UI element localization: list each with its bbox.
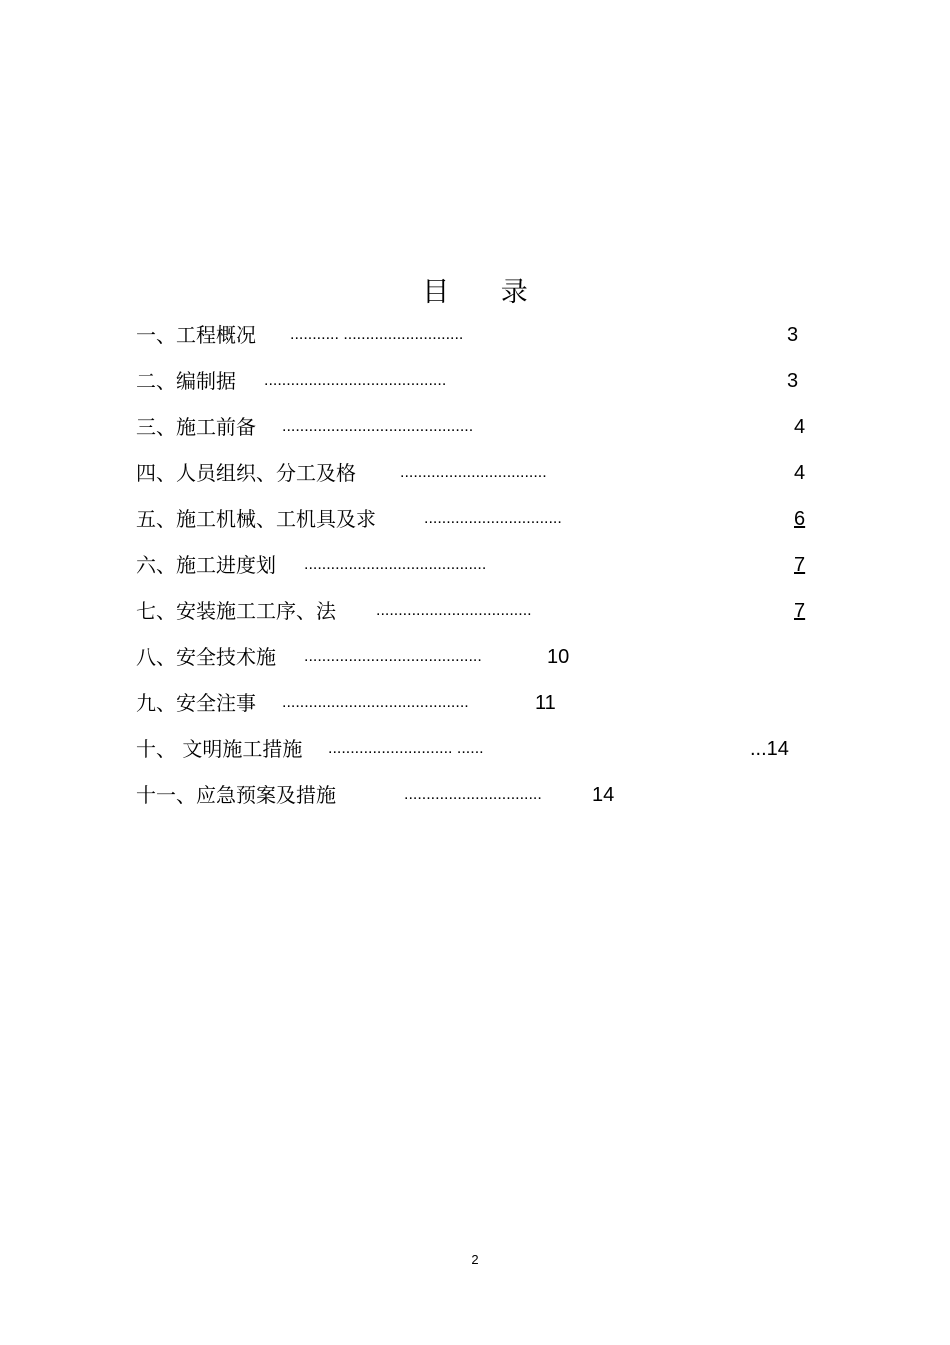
toc-entry-leader: ............................ ...... — [328, 740, 484, 757]
toc-entry-page: 4 — [794, 416, 806, 438]
toc-entry[interactable] — [0, 550, 950, 580]
toc-entry-page: 11 — [535, 692, 556, 714]
toc-entry-label: 八、安全技术施 — [136, 645, 276, 669]
toc-title: 目 录 — [422, 277, 528, 308]
toc-entry[interactable] — [0, 688, 950, 718]
toc-entry-label: 十、 文明施工措施 — [136, 737, 303, 761]
toc-entry-page: 14 — [592, 784, 615, 806]
toc-entry-leader: ............................... — [404, 786, 542, 803]
toc-entry-leader: ........................................ — [304, 648, 482, 665]
toc-entry-label: 四、人员组织、分工及格 — [136, 461, 356, 485]
toc-entry[interactable] — [0, 642, 950, 672]
toc-entry-page: 7 — [794, 600, 806, 622]
toc-entry[interactable] — [0, 458, 950, 488]
toc-entry[interactable] — [0, 734, 950, 764]
toc-entry-leader: ................................. — [400, 464, 547, 481]
toc-entry-label: 三、施工前备 — [136, 415, 256, 439]
toc-entry-label: 二、编制据 — [136, 369, 236, 393]
toc-entry[interactable] — [0, 596, 950, 626]
toc-entry-page: 10 — [547, 646, 570, 668]
toc-entry-label: 五、施工机械、工机具及求 — [136, 507, 376, 531]
toc-entry-leader: ........... ........................... — [290, 326, 464, 343]
toc-entry-leader: ................................... — [376, 602, 532, 619]
toc-entry-page: 3 — [787, 370, 799, 392]
toc-entry[interactable] — [0, 412, 950, 442]
toc-entry-label: 七、安装施工工序、法 — [136, 599, 336, 623]
toc-entry-leader: .......................................... — [282, 694, 469, 711]
toc-entry-leader: ......................................... — [304, 556, 487, 573]
toc-entry-page: 7 — [794, 554, 806, 576]
toc-entry-label: 一、工程概况 — [136, 323, 256, 347]
toc-entry-leader: ......................................... — [264, 372, 447, 389]
toc-entry-page: ...14 — [750, 738, 789, 760]
toc-entry[interactable] — [0, 504, 950, 534]
toc-entry-page: 4 — [794, 462, 806, 484]
toc-entry-page: 3 — [787, 324, 799, 346]
toc-entry[interactable] — [0, 366, 950, 396]
toc-entry-label: 六、施工进度划 — [136, 553, 276, 577]
footer-page-number: 2 — [471, 1252, 479, 1267]
toc-entry[interactable] — [0, 320, 950, 350]
toc-entry[interactable] — [0, 780, 950, 810]
toc-entry-label: 十一、应急预案及措施 — [136, 783, 336, 807]
toc-entry-leader: ............................... — [424, 510, 562, 527]
toc-entry-leader: ........................................... — [282, 418, 474, 435]
toc-entry-page: 6 — [794, 508, 806, 530]
toc-entry-label: 九、安全注事 — [136, 691, 256, 715]
